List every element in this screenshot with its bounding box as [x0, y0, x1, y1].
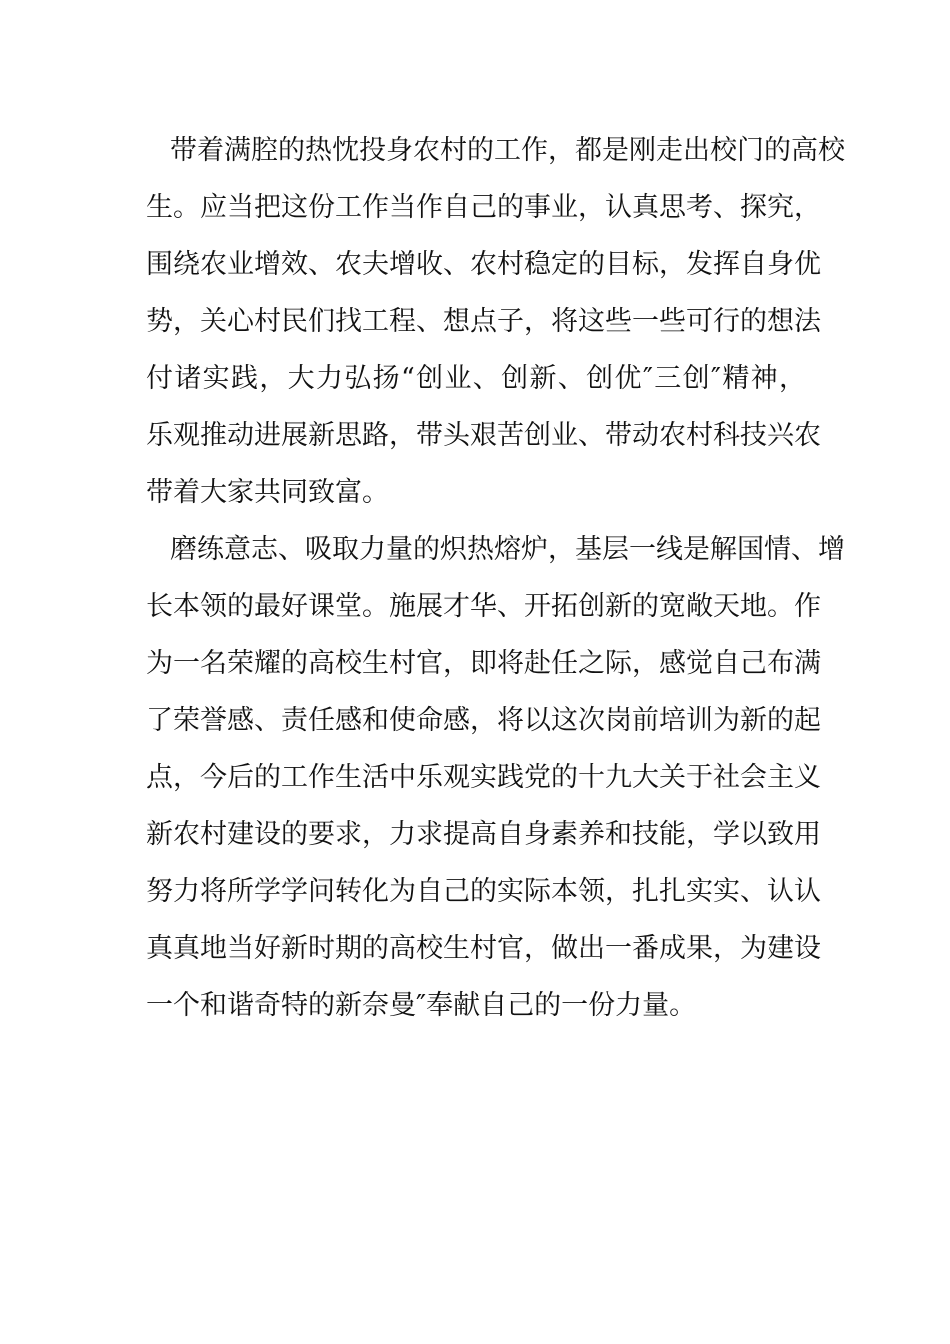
- paragraph-2-line-6: 新农村建设的要求，力求提高自身素养和技能，学以致用: [146, 819, 821, 850]
- paragraph-2-line-5: 点，今后的工作生活中乐观实践党的十九大关于社会主义: [146, 762, 821, 793]
- paragraph-1-line-7: 带着大家共同致富。: [146, 477, 389, 508]
- paragraph-1-line-2: 生。应当把这份工作当作自己的事业，认真思考、探究，: [146, 192, 821, 223]
- paragraph-1-line-1: 带着满腔的热忱投身农村的工作，都是刚走出校门的高校: [170, 135, 845, 166]
- paragraph-2-line-4: 了荣誉感、责任感和使命感，将以这次岗前培训为新的起: [146, 705, 821, 736]
- paragraph-1-line-3: 围绕农业增效、农夫增收、农村稳定的目标，发挥自身优: [146, 249, 821, 280]
- paragraph-2-line-3: 为一名荣耀的高校生村官，即将赴任之际，感觉自己布满: [146, 648, 821, 679]
- paragraph-2-line-8: 真真地当好新时期的高校生村官，做出一番成果，为建设: [146, 933, 821, 964]
- paragraph-1-line-6: 乐观推动进展新思路，带头艰苦创业、带动农村科技兴农: [146, 420, 821, 451]
- paragraph-2-line-1: 磨练意志、吸取力量的炽热熔炉，基层一线是解国情、增: [170, 534, 845, 565]
- paragraph-2-line-7: 努力将所学学问转化为自己的实际本领，扎扎实实、认认: [146, 876, 821, 907]
- paragraph-2-line-2: 长本领的最好课堂。施展才华、开拓创新的宽敞天地。作: [146, 591, 821, 622]
- paragraph-2-line-9: 一个和谐奇特的新奈曼″奉献自己的一份力量。: [146, 990, 697, 1021]
- paragraph-1-line-5: 付诸实践，大力弘扬“创业、创新、创优″三创″精神，: [146, 363, 806, 394]
- paragraph-1-line-4: 势，关心村民们找工程、想点子，将这些一些可行的想法: [146, 306, 821, 337]
